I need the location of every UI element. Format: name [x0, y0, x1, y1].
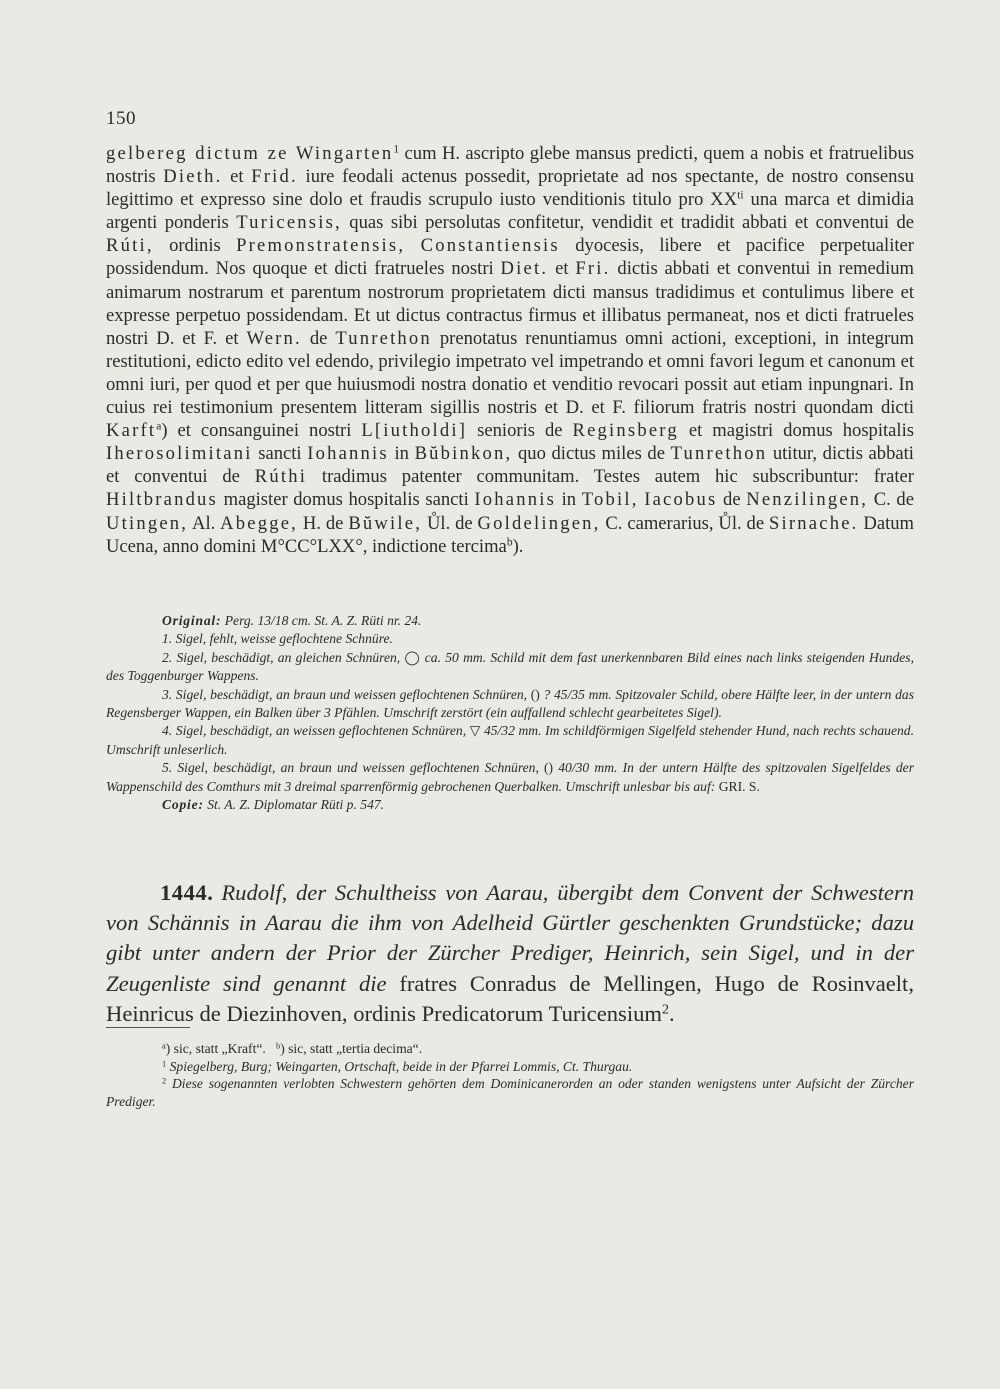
text-segment: sancti [252, 443, 308, 465]
entry-names: fratres Conradus de Mellingen, Hugo de Rosinvaelt, Heinricus de Diezinhoven, ordinis Predicatorum Turicensium [106, 970, 914, 1026]
original-label: Original: [162, 613, 222, 628]
place-name: Sirnache. [769, 512, 859, 534]
text-segment: Al. [188, 512, 221, 534]
seal-shape-circle-icon: ◯ [404, 649, 421, 665]
seal-note-text: 4. Sigel, beschädigt, an weissen geflochtenen Schnüren, [162, 723, 470, 739]
footnote-b-text: ) sic, statt „tertia decima“. [280, 1041, 423, 1056]
text-segment: et [222, 166, 252, 188]
text-segment: ) et consanguinei nostri [161, 420, 362, 442]
entry-end: . [668, 1000, 675, 1026]
text-segment: in [556, 489, 582, 511]
seal-note-text: 5. Sigel, beschädigt, an braun und weissen geflochtenen Schnüren, [162, 760, 545, 776]
order-name: Premonstratensis, [236, 235, 406, 257]
text-segment: cum H. ascripto glebe mansus predicti, quem a nobis et fratruelibus nostris [106, 143, 914, 188]
seal-note-1: 1. Sigel, fehlt, weisse geflochtene Schnüre. [162, 631, 393, 647]
place-name: Reginsberg [572, 420, 679, 442]
footnote-ref-b: b [506, 536, 513, 549]
person-name: Diet. [500, 258, 549, 280]
footnotes [106, 1040, 914, 1110]
person-name: Hiltbrandus [106, 489, 218, 511]
text-segment: de [717, 489, 747, 511]
text-segment: quo dictus miles de [512, 443, 671, 465]
person-name: Wern. [246, 327, 302, 349]
text-segment: Datum Ucena, anno domini M°CC°LXX°, indictione tercima [106, 512, 914, 557]
seal-legend: GRI. S. [718, 778, 760, 794]
text-segment: H. de [298, 512, 349, 534]
original-note [106, 612, 914, 630]
document-entry-1444 [106, 878, 914, 1029]
archival-notes [106, 612, 914, 814]
footnote-ref-1: 1 [393, 143, 400, 156]
text-segment: prenotatus renuntiamus omni actioni, exceptioni, in integrum restitutioni, edicto edito vel edendo, privilegio impetrato vel impetrando et omni favori legum et canonum et omni iuri, per quod et per que huiusmodi nostra donatio et venditio revocari possit aut etiam inpungnari. In cuius rei testimonium presentem litteram sigillis nostris et D. et F. filiorum fratris nostri quondam dicti [106, 327, 914, 419]
seal-shape-oval-icon: () [544, 760, 554, 776]
seal-note-4 [106, 722, 914, 759]
text-segment: Ůl. de [422, 512, 478, 534]
seal-note-text: 2. Sigel, beschädigt, an gleichen Schnüren, [162, 649, 405, 665]
seal-note-3 [106, 686, 914, 723]
text-segment: ). [512, 535, 524, 557]
text-segment: utitur, dictis abbati et conventui de [106, 443, 914, 488]
place-name: Rúthi [254, 466, 308, 488]
entry-summary: Rudolf, der Schultheiss von Aarau, übergibt dem Convent der Schwestern von Schännis in Aarau die ihm von Adelheid Gürtler geschenkten Grundstücke; dazu gibt unter andern der Prior der Zürcher Prediger, Heinrich, sein Sigel, und in der Zeugenliste sind genannt die [106, 880, 914, 996]
footnote-ref-a: a [156, 420, 162, 433]
seal-note-text: ? 45/35 mm. Spitzovaler Schild, obere Hälfte leer, in der untern das Regensberger Wappen, ein Balken über 3 Pfählen. Umschrift zerstört (ein auffallend schlecht gearbeitetes Sigel). [106, 686, 914, 721]
text-segment: una marca et dimidia argenti ponderis [106, 189, 914, 234]
person-name: Fri. [575, 258, 611, 280]
place-name: Iherosolimitani [106, 443, 253, 465]
place-name: Turicensis, [236, 212, 342, 234]
footnote-mark-b: b [275, 1040, 281, 1051]
copie-note [106, 796, 914, 814]
person-name: Frid. [251, 166, 298, 188]
seal-note-5 [106, 759, 914, 796]
footnote-mark-a: a [162, 1040, 166, 1051]
person-name: Dieth. [163, 166, 223, 188]
person-name: Iohannis [474, 489, 557, 511]
footnote-mark-1: 1 [162, 1057, 167, 1068]
footnote-mark-2: 2 [162, 1075, 167, 1086]
footnote-1-text: Spiegelberg, Burg; Weingarten, Ortschaft, beide in der Pfarrei Lommis, Ct. Thurgau. [166, 1058, 633, 1074]
superscript: ti [737, 189, 744, 202]
text-segment: et magistri domus hospitalis [678, 420, 915, 442]
text-segment: dictis abbati et conventui in remedium animarum nostrarum et parentum nostrorum proprietatem dicti mansus tradidimus et contulimus libere et expresse perpetuo possidendam. Et ut dictus contractus firmus et illibatus permaneat, nos et dicti fratrueles nostri D. et F. et [106, 258, 915, 349]
footnote-1 [106, 1058, 914, 1076]
seal-note-text: 40/30 mm. In der untern Hälfte des spitzovalen Sigelfeldes der Wappenschild des Comthurs mit 3 dreimal sparrenförmig gebrochenen Querbalken. Umschrift unlesbar bis auf: [106, 760, 914, 794]
seal-shape-shield-icon: ▽ [469, 723, 481, 739]
place-name: Rúti, [106, 235, 154, 257]
person-name: L[iutholdi] [361, 420, 468, 442]
place-name: Tobil, [581, 489, 639, 511]
page-number: 150 [106, 108, 136, 129]
text-segment: gelbereg dictum ze Wingarten [106, 143, 394, 164]
seal-note-2 [106, 649, 914, 686]
text-segment: quas sibi persolutas confitetur, vendidit et tradidit abbati et conventui de [341, 212, 914, 234]
footnote-2-text: Diese sogenannten verlobten Schwestern gehörten dem Dominicanerorden an oder standen wenigstens unter Aufsicht der Zürcher Prediger. [106, 1076, 914, 1109]
footnote-divider [106, 1027, 190, 1028]
place-name: Goldelingen, [477, 512, 601, 534]
place-name: Tunrethon [335, 327, 432, 349]
text-segment: iure feodali actenus possedit, proprietate ad nos spectante, de nostro consensu legittimo et expresso sine dolo et fraudis scrupulo iusto venditionis titulo pro XX [106, 166, 914, 211]
text-segment: dyocesis, libere et pacifice perpetualiter possidendum. Nos quoque et dicti fratrueles nostri [106, 235, 914, 280]
copie-text: St. A. Z. Diplomatar Rüti p. 547. [203, 797, 385, 813]
text-segment: in [388, 443, 415, 465]
text-segment: de [301, 327, 336, 349]
footnote-2 [106, 1075, 914, 1110]
seal-note-text: 45/32 mm. Im schildförmigen Sigelfeld stehender Hund, nach rechts schauend. Umschrift unleserlich. [106, 723, 914, 757]
text-segment: C. de [868, 489, 914, 511]
text-segment: et [548, 258, 576, 280]
original-text: Perg. 13/18 cm. St. A. Z. Rüti nr. 24. [221, 613, 422, 628]
place-name: Constantiensis [420, 235, 560, 257]
place-name: Utingen, [106, 512, 189, 534]
text-segment: ordinis [153, 235, 237, 257]
place-name: Bŭbinkon, [414, 443, 513, 465]
footnote-a-text: ) sic, statt „Kraft“. [165, 1041, 266, 1056]
text-segment: magister domus hospitalis sancti [218, 489, 475, 511]
copie-label: Copie: [162, 797, 204, 813]
place-name: Tunrethon [670, 443, 768, 465]
text-segment: tradimus patenter communitam. Testes autem hic subscribuntur: frater [307, 466, 914, 488]
person-name: Iohannis [307, 443, 389, 465]
person-name: Iacobus [644, 489, 718, 511]
footnote-ab [106, 1040, 914, 1058]
place-name: Nenzilingen, [746, 489, 869, 511]
text-segment: senioris de [467, 420, 573, 442]
text-segment [405, 235, 420, 256]
footnote-ref-2: 2 [661, 1002, 669, 1018]
seal-shape-oval-icon: () [530, 686, 540, 702]
place-name: Bŭwile, [348, 512, 423, 534]
person-name: Abegge, [220, 512, 299, 534]
seal-note-text: ca. 50 mm. Schild mit dem fast unerkennbaren Bild eines nach links steigenden Hundes, des Toggenburger Wappens. [106, 649, 914, 684]
person-name: Karft [106, 420, 157, 442]
seal-note-text: 3. Sigel, beschädigt, an braun und weissen geflochtenen Schnüren, [162, 686, 531, 702]
text-segment: C. camerarius, Ůl. de [600, 512, 769, 534]
entry-number: 1444. [160, 880, 214, 905]
document-body-text [106, 142, 914, 558]
